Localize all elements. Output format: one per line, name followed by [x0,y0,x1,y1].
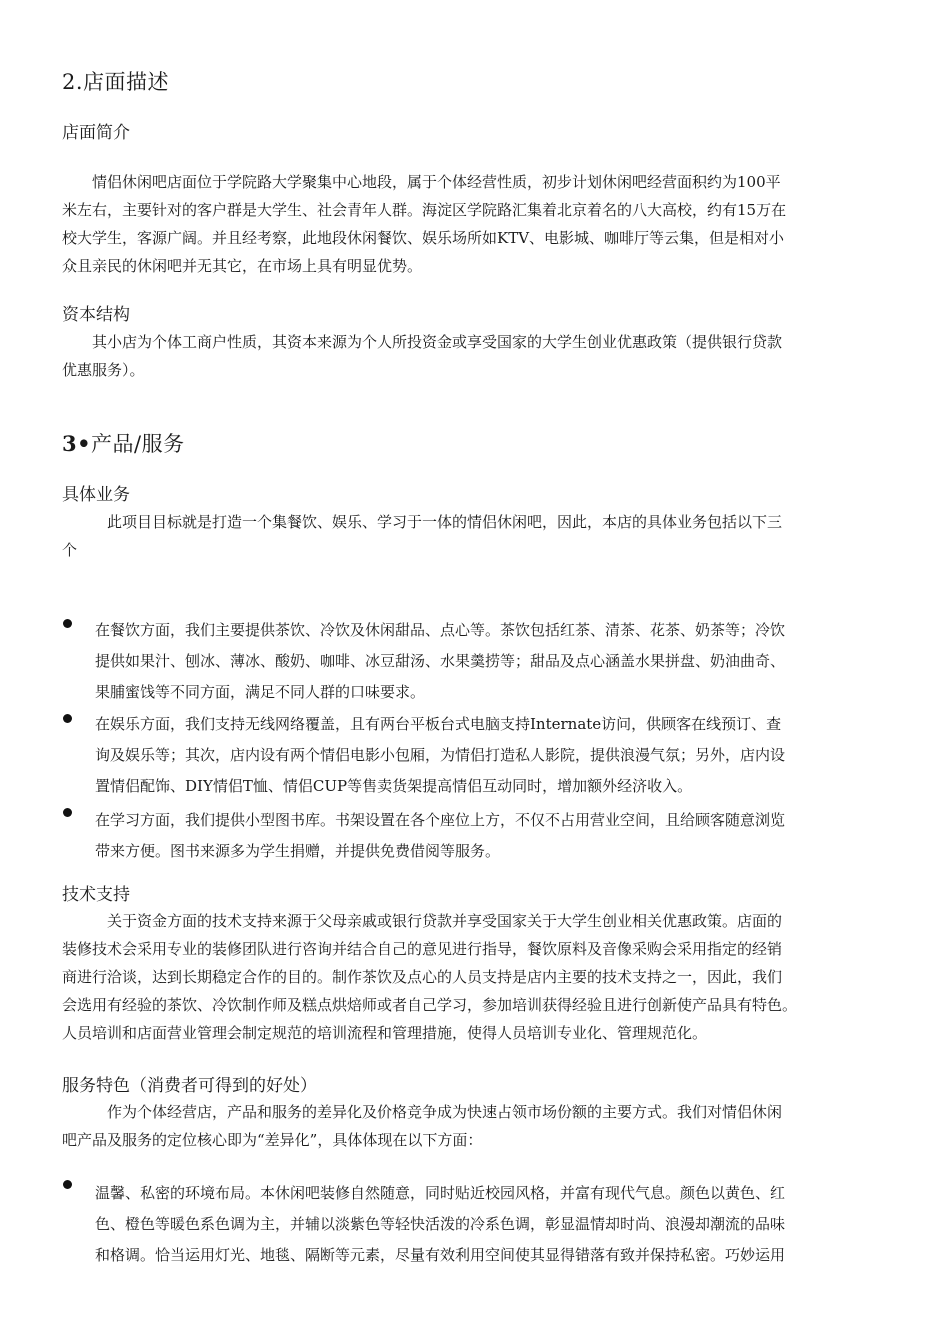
text-line: 色、橙色等暖色系色调为主，并辅以淡紫色等轻快活泼的冷系色调，彰显温情却时尚、浪漫却潮流的品味 [95,1215,786,1233]
bullet-item-environment [95,1178,885,1271]
section-2-title: 2.店面描述 [62,70,170,94]
text-line: 在学习方面，我们提供小型图书库。书架设置在各个座位上方，不仅不占用营业空间，且给顾客随意浏览 [95,811,786,829]
text-line: 在娱乐方面，我们支持无线网络覆盖，且有两台平板台式电脑支持Internate访问，供顾客在线预订、查 [95,715,782,733]
text-line: 此项目目标就是打造一个集餐饮、娱乐、学习于一体的情侣休闲吧，因此，本店的具体业务包括以下三 [107,513,783,531]
section-3-title-text: 产品/服务 [91,432,185,456]
text-line: 其小店为个体工商户性质，其资本来源为个人所投资金或享受国家的大学生创业优惠政策（提供银行贷款 [92,333,783,351]
bullet-item-study [95,805,885,867]
bullet-item-entertainment [95,709,885,802]
section-3-number: 3• [62,431,92,456]
subheading-tech-support: 技术支持 [62,885,130,905]
text-line: 带来方便。图书来源多为学生捐赠，并提供免费借阅等服务。 [95,842,501,860]
text-line: 询及娱乐等；其次，店内设有两个情侣电影小包厢，为情侣打造私人影院，提供浪漫气氛；另外，店内设 [95,746,786,764]
text-line: 提供如果汁、刨冰、薄冰、酸奶、咖啡、冰豆甜汤、水果羹捞等；甜品及点心涵盖水果拼盘、奶油曲奇、 [95,652,786,670]
text-line: 温馨、私密的环境布局。本休闲吧装修自然随意，同时贴近校园风格，并富有现代气息。颜色以黄色、红 [95,1184,786,1202]
bullet-dot [63,714,72,723]
text-line: 在餐饮方面，我们主要提供茶饮、冷饮及休闲甜品、点心等。茶饮包括红茶、清茶、花茶、奶茶等；冷饮 [95,621,786,639]
subheading-capital-structure: 资本结构 [62,305,130,325]
section-3-title [62,428,185,458]
text-line: 商进行洽谈，达到长期稳定合作的目的。制作茶饮及点心的人员支持是店内主要的技术支持之一，因此，我们 [62,968,783,986]
text-line: 米左右，主要针对的客户群是大学生、社会青年人群。海淀区学院路汇集着北京着名的八大高校，约有15万在 [62,201,787,219]
paragraph-business [62,508,888,564]
text-line: 个 [62,541,78,559]
paragraph-capital-structure [62,328,888,384]
text-line: 众且亲民的休闲吧并无其它，在市场上具有明显优势。 [62,257,423,275]
text-line: 会选用有经验的茶饮、冷饮制作师及糕点烘焙师或者自己学习，参加培训获得经验且进行创新使产品具有特色。 [62,996,798,1014]
text-line: 情侣休闲吧店面位于学院路大学聚集中心地段，属于个体经营性质，初步计划休闲吧经营面积约为100平 [92,173,781,191]
paragraph-store-intro [62,168,888,280]
text-line: 人员培训和店面营业管理会制定规范的培训流程和管理措施，使得人员培训专业化、管理规范化。 [62,1024,708,1042]
text-line: 装修技术会采用专业的装修团队进行咨询并结合自己的意见进行指导，餐饮原料及音像采购会采用指定的经销 [62,940,783,958]
paragraph-tech-support [62,907,888,1047]
text-line: 果脯蜜饯等不同方面，满足不同人群的口味要求。 [95,683,426,701]
bullet-dot [63,1180,72,1189]
subheading-service-features: 服务特色（消费者可得到的好处） [62,1076,317,1096]
subheading-store-intro: 店面简介 [62,123,130,143]
bullet-dot [63,808,72,817]
text-line: 优惠服务）。 [62,361,145,379]
text-line: 吧产品及服务的定位核心即为“差异化”，具体体现在以下方面： [62,1131,483,1149]
text-line: 校大学生，客源广阔。并且经考察，此地段休闲餐饮、娱乐场所如KTV、电影城、咖啡厅等云集，但是相对小 [62,229,785,247]
paragraph-service-features [62,1098,888,1154]
text-line: 作为个体经营店，产品和服务的差异化及价格竞争成为快速占领市场份额的主要方式。我们对情侣休闲 [107,1103,783,1121]
bullet-item-dining [95,615,885,708]
text-line: 关于资金方面的技术支持来源于父母亲戚或银行贷款并享受国家关于大学生创业相关优惠政策。店面的 [107,912,783,930]
subheading-business: 具体业务 [62,485,130,505]
text-line: 和格调。恰当运用灯光、地毯、隔断等元素，尽量有效利用空间使其显得错落有致并保持私密。巧妙运用 [95,1246,786,1264]
text-line: 置情侣配饰、DIY情侣T恤、情侣CUP等售卖货架提高情侣互动同时，增加额外经济收入。 [95,777,693,795]
bullet-dot [63,619,72,628]
